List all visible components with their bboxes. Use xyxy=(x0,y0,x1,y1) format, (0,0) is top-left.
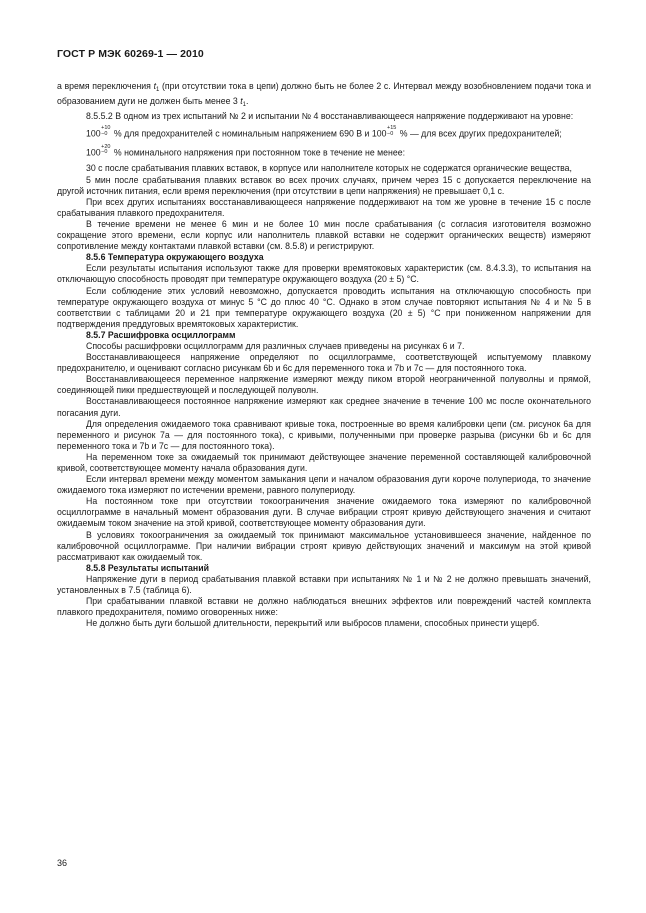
paragraph: 8.5.5.2 В одном из трех испытаний № 2 и испытании № 4 восстанавливающееся напряжение поддерживают на уровне: xyxy=(86,111,574,122)
tolerance: +20 −0 xyxy=(101,143,111,156)
text: а время переключения xyxy=(57,81,154,91)
paragraph: Восстанавливающееся постоянное напряжение измеряют как среднее значение в течение 100 мс после окончательного погасания дуги. xyxy=(57,396,591,418)
section-heading: 8.5.8 Результаты испытаний xyxy=(86,562,209,573)
document-page xyxy=(57,48,591,629)
subscript: 1 xyxy=(242,102,246,109)
paragraph: Напряжение дуги в период срабатывания плавкой вставки при испытаниях № 1 и № 2 не должно превышать значений, установленных в 7.5 (таблица 6). xyxy=(57,573,591,596)
subscript: 1 xyxy=(156,87,160,93)
paragraph: На переменном токе за ожидаемый ток принимают действующее значение переменной составляющей калибровочной кривой, соответствующее моменту начала образования дуги. xyxy=(57,451,591,473)
paragraph: Способы расшифровки осциллограмм для различных случаев приведены на рисунках 6 и 7. xyxy=(86,340,465,351)
tolerance: +10 −0 xyxy=(101,125,111,137)
section-heading: 8.5.6 Температура окружающего воздуха xyxy=(86,252,264,263)
paragraph: На постоянном токе при отсутствии токоограничения значение ожидаемого тока измеряют по калибровочной осциллограмме в начальный момент образования дуги. В случае вибрации строят кривую действующего значения и считают ожидаемым током значение на этой кривой, соответствующее моменту образования дуги. xyxy=(57,496,591,529)
variable-t: t xyxy=(153,81,156,91)
paragraph: Восстанавливающееся напряжение определяют по осциллограмме, соответствующей испытуемому плавкому предохранителю, и оценивают согласно рисункам 6b и 6с для переменного тока и 7b и 7с — для постоянного тока. xyxy=(57,352,591,374)
paragraph: Если результаты испытания используют также для проверки времятоковых характеристик (см. 8.4.3.3), то испытания на отключающую способность проводят при температуре окружающего воздуха (20 ± 5) °С. xyxy=(57,263,591,285)
paragraph: В условиях токоограничения за ожидаемый ток принимают максимальное установившееся значение, найденное по калибровочной осциллограмме. При наличии вибрации строят кривую действующих значений и максимум на этой кривой рассматривают как ожидаемый ток. xyxy=(57,529,591,562)
paragraph: Если интервал времени между моментом замыкания цепи и началом образования дуги короче полупериода, то значение ожидаемого тока измеряют по истечении времени, равного полупериоду. xyxy=(57,474,591,496)
document-header: ГОСТ Р МЭК 60269-1 — 2010 xyxy=(57,48,204,60)
paragraph: Не должно быть дуги большой длительности, перекрытий или выбросов пламени, способных принести ущерб. xyxy=(86,618,540,629)
paragraph: Для определения ожидаемого тока сравнивают кривые тока, построенные во время калибровки цепи (см. рисунок 6а для переменного и рисунок 7а — для постоянного тока), с кривыми, полученными при проверке разрыва (рисунки 6b и 6с для переменного тока и 7b и 7с — для постоянного тока). xyxy=(57,418,591,451)
paragraph xyxy=(57,81,591,111)
paragraph: 30 с после срабатывания плавких вставок, в корпусе или наполнителе которых не содержатся органические вещества, xyxy=(86,163,572,174)
paragraph: Восстанавливающееся переменное напряжение измеряют между пиком второй неограниченной полуволны и прямой, соединяющей пики предшествующей и последующей полуволн. xyxy=(57,374,591,396)
paragraph: 5 мин после срабатывания плавких вставок во всех прочих случаях, причем через 15 с допускается переключение на другой источник питания, если время переключения (при отсутствии в цепи напряжения) не превышает 0,1 с. xyxy=(57,174,591,196)
tolerance: +15 −0 xyxy=(387,125,397,137)
paragraph: При всех других испытаниях восстанавливающееся напряжение поддерживают на том же уровне в течение 15 с после срабатывания плавкого предохранителя. xyxy=(57,196,591,218)
variable-t: t xyxy=(240,96,243,107)
document-body xyxy=(57,81,591,629)
text: (при отсутствии тока в цепи) должно быть не более 2 с. Интервал между возобновлением подачи тока и образованием дуги не должен быть менее 3 xyxy=(57,81,591,107)
paragraph: Если соблюдение этих условий невозможно, допускается проводить испытания на отключающую способность при температуре окружающего воздуха от минус 5 °С до плюс 40 °С. Однако в этом случае повторяют испытания № 4 и № 5 в соответствии с таблицами 20 и 21 при температуре окружающего воздуха (20 ± 5) °С при пониженном напряжении для подтверждения преддуговых времятоковых характеристик. xyxy=(57,285,591,329)
paragraph: При срабатывании плавкой вставки не должно наблюдаться внешних эффектов или повреждений частей комплекта плавкого предохранителя, помимо оговоренных ниже: xyxy=(57,596,591,618)
page-number: 36 xyxy=(57,858,68,868)
formula-line: 100 +10 −0 % для предохранителей с номинальным напряжением 690 В и 100 +15 −0 % — для всех других предохранителей; xyxy=(86,125,562,139)
formula-line: 100 +20 −0 % номинального напряжения при постоянном токе в течение не менее: xyxy=(86,143,406,158)
section-heading: 8.5.7 Расшифровка осциллограмм xyxy=(86,329,236,340)
paragraph: В течение времени не менее 6 мин и не более 10 мин после срабатывания (с согласия изготовителя возможно сокращение этого времени, если корпус или наполнитель плавкой вставки не содержит органических веществ) измеряют сопротивление между контактами плавкой вставки (см. 8.5.8) и регистрируют. xyxy=(57,218,591,252)
text: . xyxy=(245,96,249,107)
